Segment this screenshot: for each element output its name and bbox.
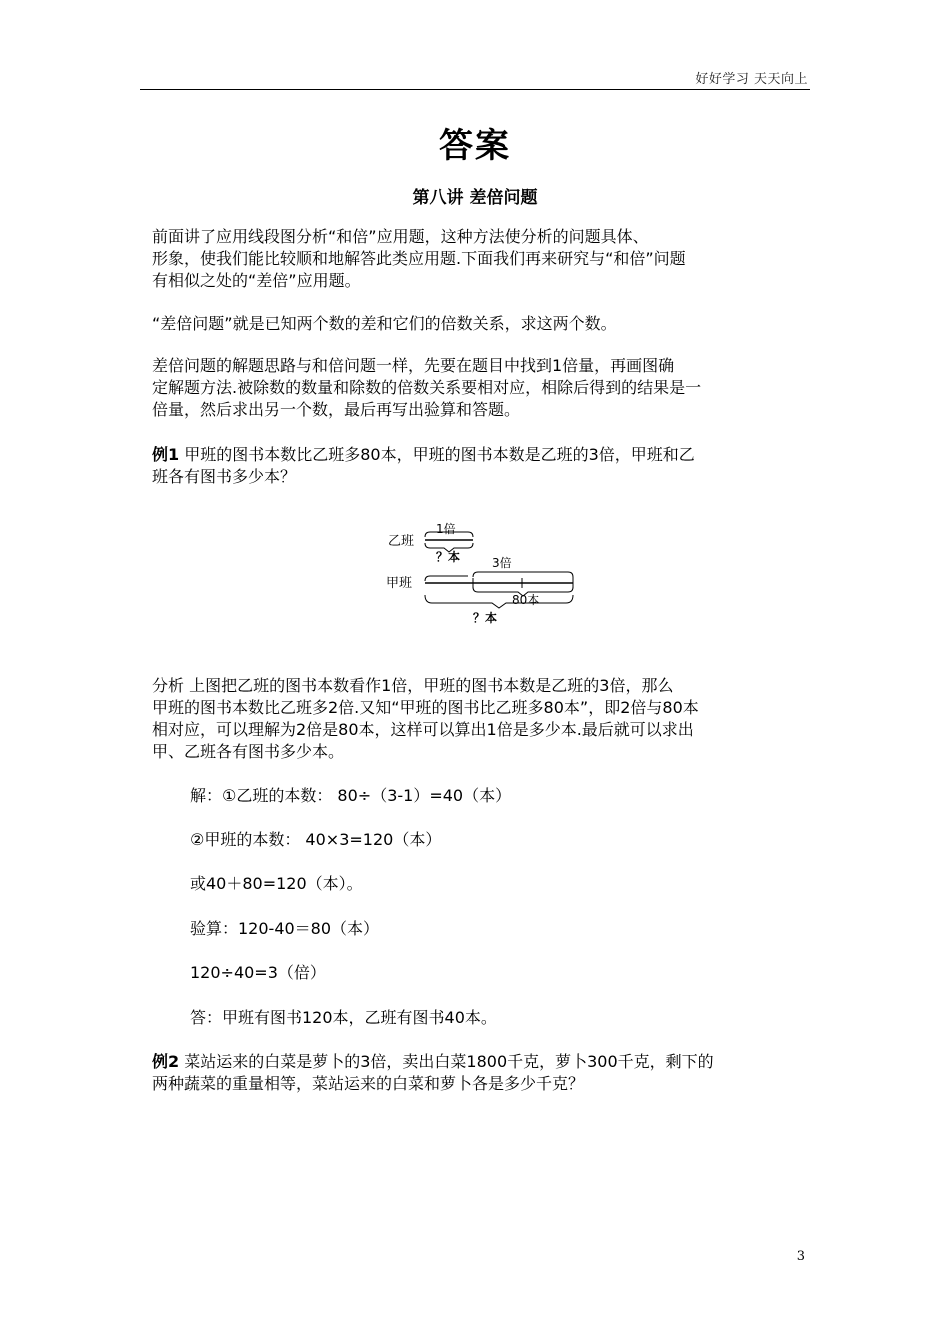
brace-jia-left — [425, 576, 468, 581]
example-1-label: 例1 — [152, 445, 180, 464]
text-line: 甲班的图书本数比乙班多80本，甲班的图书本数是乙班的3倍，甲班和乙 — [179, 445, 695, 464]
header-rule — [140, 89, 810, 90]
label-jia-unknown: ？本 — [473, 611, 498, 625]
text-line: 有相似之处的“差倍”应用题。 — [152, 271, 361, 290]
page-title: 答案 — [439, 126, 511, 166]
page-number: 3 — [796, 1249, 805, 1264]
text-line: 定解题方法.被除数的数量和除数的倍数关系要相对应，相除后得到的结果是一 — [152, 378, 702, 397]
text-line: 分析 上图把乙班的图书本数看作1倍，甲班的图书本数是乙班的3倍，那么 — [152, 676, 674, 695]
verification-step-1: 验算：120-40＝80（本） — [190, 919, 380, 938]
solution-step-1: 解：①乙班的本数： 80÷（3-1）=40（本） — [190, 786, 512, 805]
label-one-times: 1倍 — [436, 522, 456, 536]
solution-step-3: 或40＋80=120（本）。 — [190, 874, 363, 893]
example-2-label: 例2 — [152, 1052, 180, 1071]
label-three-times: 3倍 — [492, 556, 512, 570]
label-yi-class: 乙班 — [388, 534, 415, 549]
verification-step-2: 120÷40=3（倍） — [190, 963, 326, 982]
segment-diagram — [380, 515, 590, 630]
example-1 — [152, 444, 812, 488]
text-line: 前面讲了应用线段图分析“和倍”应用题，这种方法使分析的问题具体、 — [152, 227, 649, 246]
text-line: “差倍问题”就是已知两个数的差和它们的倍数关系，求这两个数。 — [152, 314, 617, 333]
text-line: 倍量，然后求出另一个数，最后再写出验算和答题。 — [152, 400, 521, 419]
text-line: 相对应，可以理解为2倍是80本，这样可以算出1倍是多少本.最后就可以求出 — [152, 720, 694, 739]
intro-paragraph-1 — [152, 226, 812, 292]
text-line: 班各有图书多少本？ — [152, 467, 297, 486]
analysis-paragraph — [152, 675, 812, 763]
label-yi-unknown: ？本 — [436, 550, 461, 564]
label-diff: 80本 — [512, 593, 540, 607]
text-line: 形象，使我们能比较顺和地解答此类应用题.下面我们再来研究与“和倍”问题 — [152, 249, 686, 268]
text-line: 两种蔬菜的重量相等，菜站运来的白菜和萝卜各是多少千克？ — [152, 1074, 585, 1093]
solution-step-2: ②甲班的本数： 40×3=120（本） — [190, 830, 442, 849]
label-jia-class: 甲班 — [386, 576, 413, 591]
intro-paragraph-3 — [152, 355, 812, 421]
intro-paragraph-2 — [152, 313, 812, 335]
brace-three-times — [473, 572, 573, 577]
text-line: 甲班的图书本数比乙班多2倍.又知“甲班的图书比乙班多80本”，即2倍与80本 — [152, 698, 699, 717]
text-line: 差倍问题的解题思路与和倍问题一样，先要在题目中找到1倍量，再画图确 — [152, 356, 675, 375]
example-2 — [152, 1051, 812, 1095]
text-line: 菜站运来的白菜是萝卜的3倍，卖出白菜1800千克，萝卜300千克，剩下的 — [179, 1052, 714, 1071]
lecture-subtitle: 第八讲 差倍问题 — [412, 188, 538, 208]
text-line: 甲、乙班各有图书多少本。 — [152, 742, 345, 761]
brace-jia-total — [425, 595, 573, 608]
header-motto: 好好学习 天天向上 — [695, 72, 808, 87]
answer-line: 答：甲班有图书120本，乙班有图书40本。 — [190, 1008, 497, 1027]
